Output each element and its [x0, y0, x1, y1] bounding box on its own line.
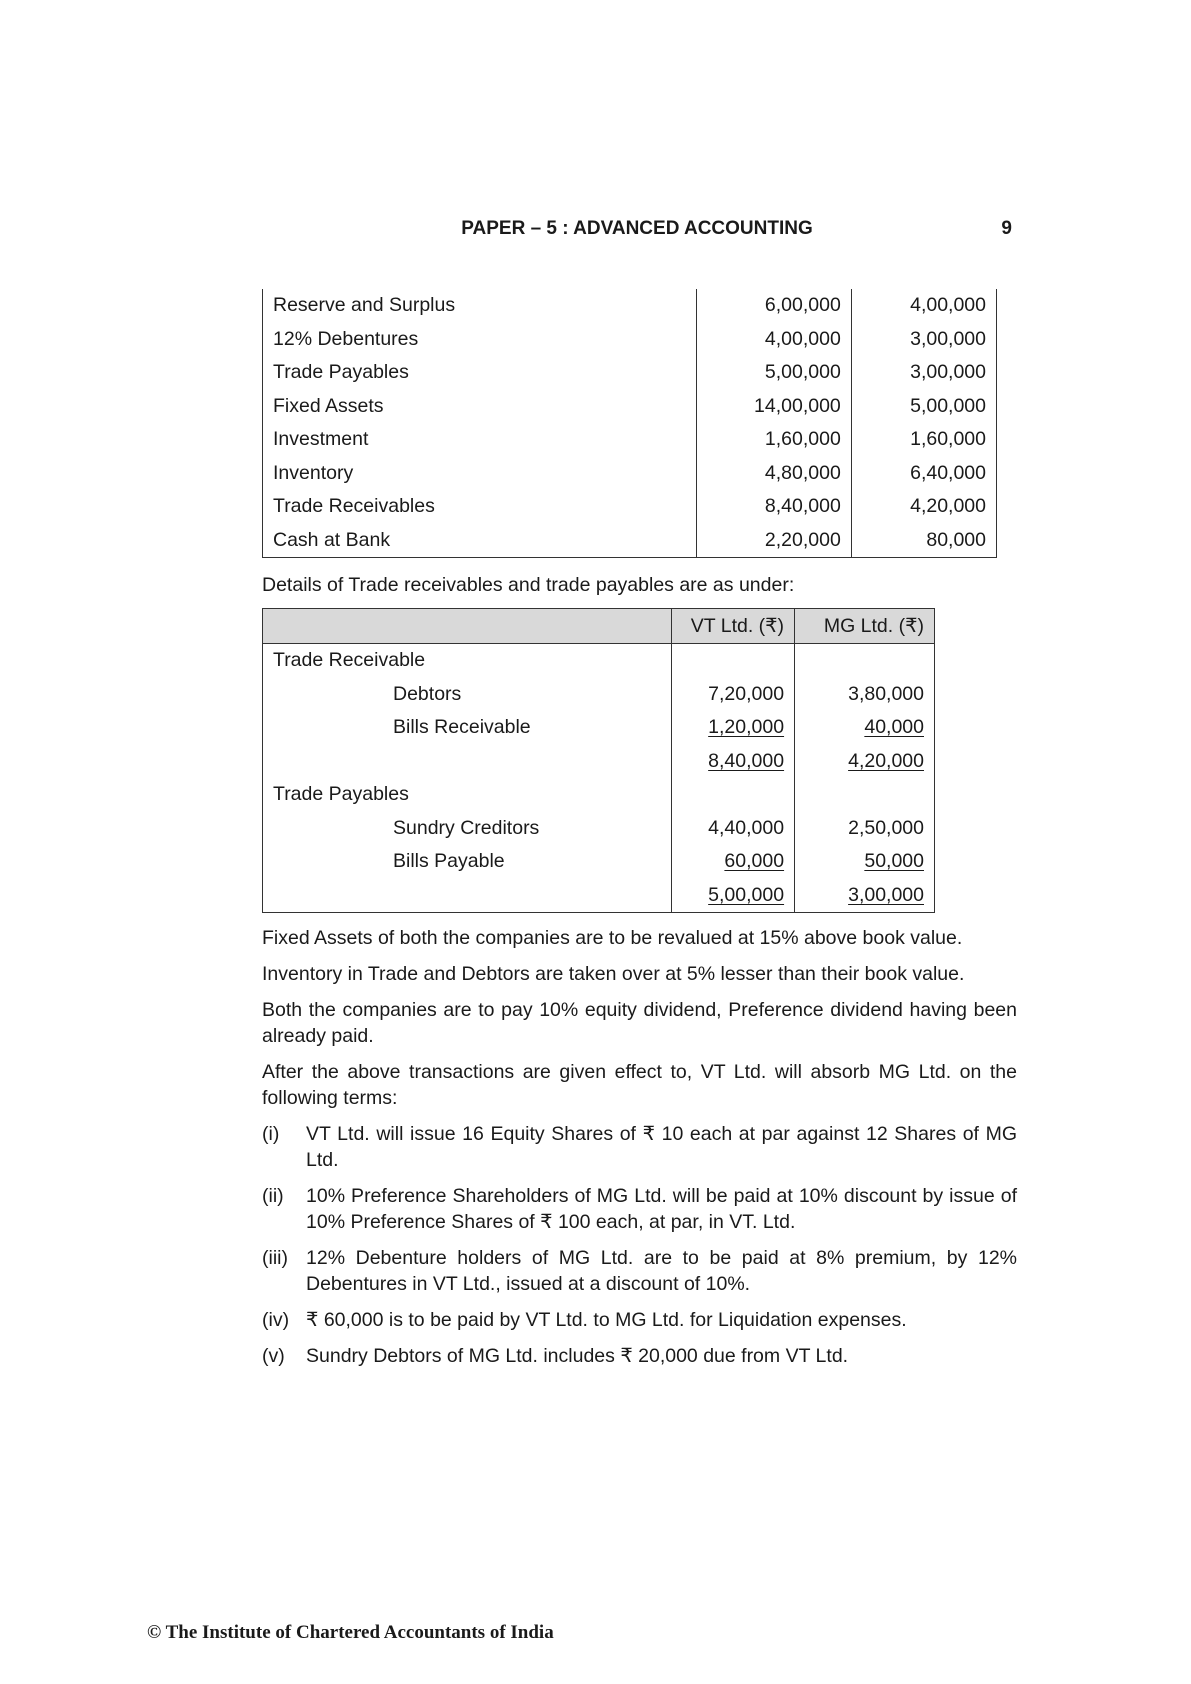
table-row: [263, 457, 997, 491]
table-row: [263, 356, 997, 390]
mg-value: 5,00,000: [851, 390, 996, 424]
paragraph-inventory: Inventory in Trade and Debtors are taken over at 5% lesser than their book value.: [262, 963, 965, 985]
paragraph-revaluation: Fixed Assets of both the companies are to be revalued at 15% above book value.: [262, 927, 963, 949]
bills-payable-vt: 60,000: [724, 850, 785, 873]
terms-list: [262, 1121, 1017, 1379]
table-row: [263, 745, 935, 779]
vt-value: 4,00,000: [696, 323, 851, 357]
table-row: [263, 289, 997, 323]
table-row: [263, 323, 997, 357]
term-number: (ii): [262, 1185, 284, 1207]
list-item: [262, 1183, 1017, 1235]
term-text: 12% Debenture holders of MG Ltd. are to be paid at 8% premium, by 12% Debentures in VT Ltd., issued at a discount of 10%.: [306, 1247, 1017, 1295]
vt-value: 2,20,000: [696, 524, 851, 558]
copyright-footer: © The Institute of Chartered Accountants of India: [147, 1622, 554, 1643]
table-row: [263, 711, 935, 745]
details-header-row: [263, 609, 935, 644]
creditors-mg: 2,50,000: [795, 812, 935, 846]
term-number: (iii): [262, 1247, 288, 1269]
payable-total-vt: 5,00,000: [708, 883, 785, 906]
mg-value: 6,40,000: [851, 457, 996, 491]
bills-payable-mg: 50,000: [864, 850, 924, 873]
col-vt-header: VT Ltd. (₹): [671, 609, 794, 644]
table-row: [263, 778, 935, 812]
col-mg-header: MG Ltd. (₹): [795, 609, 935, 644]
mg-value: 1,60,000: [851, 423, 996, 457]
paragraph-absorption: After the above transactions are given effect to, VT Ltd. will absorb MG Ltd. on the following terms:: [262, 1061, 1017, 1109]
row-label: Reserve and Surplus: [263, 289, 697, 323]
page-header: [262, 218, 1012, 248]
creditors-label: Sundry Creditors: [263, 812, 672, 846]
receivable-total-vt: 8,40,000: [708, 749, 785, 772]
mg-value: 4,20,000: [851, 490, 996, 524]
details-intro: Details of Trade receivables and trade payables are as under:: [262, 574, 795, 596]
list-item: [262, 1245, 1017, 1297]
list-item: [262, 1121, 1017, 1173]
table-row: [263, 678, 935, 712]
term-text: ₹ 60,000 is to be paid by VT Ltd. to MG Ltd. for Liquidation expenses.: [306, 1309, 907, 1331]
bills-receivable-label: Bills Receivable: [263, 711, 672, 745]
term-number: (i): [262, 1123, 280, 1145]
list-item: [262, 1343, 1017, 1369]
details-table: [262, 608, 935, 913]
table-row: [263, 490, 997, 524]
table-row: [263, 812, 935, 846]
vt-value: 4,80,000: [696, 457, 851, 491]
mg-value: 3,00,000: [851, 356, 996, 390]
mg-value: 80,000: [851, 524, 996, 558]
payable-total-mg: 3,00,000: [848, 883, 924, 906]
bills-receivable-vt: 1,20,000: [708, 716, 785, 739]
term-text: 10% Preference Shareholders of MG Ltd. will be paid at 10% discount by issue of 10% Preference Shares of ₹ 100 each, at par, in VT. Ltd.: [306, 1185, 1017, 1233]
vt-value: 14,00,000: [696, 390, 851, 424]
row-label: Inventory: [263, 457, 697, 491]
row-label: Cash at Bank: [263, 524, 697, 558]
table-row: [263, 524, 997, 558]
page-number: 9: [1001, 218, 1012, 239]
header-blank: [263, 609, 672, 644]
mg-value: 4,00,000: [851, 289, 996, 323]
row-label: Trade Payables: [263, 356, 697, 390]
term-number: (v): [262, 1345, 285, 1367]
table-row: [263, 879, 935, 913]
paragraph-dividend: Both the companies are to pay 10% equity dividend, Preference dividend having been already paid.: [262, 999, 1017, 1047]
vt-value: 5,00,000: [696, 356, 851, 390]
mg-value: 3,00,000: [851, 323, 996, 357]
receivable-total-mg: 4,20,000: [848, 749, 924, 772]
debtors-vt: 7,20,000: [671, 678, 794, 712]
table-row: [263, 423, 997, 457]
table-row: [263, 845, 935, 879]
row-label: Trade Receivables: [263, 490, 697, 524]
creditors-vt: 4,40,000: [671, 812, 794, 846]
vt-value: 6,00,000: [696, 289, 851, 323]
debtors-label: Debtors: [263, 678, 672, 712]
table-row: [263, 390, 997, 424]
row-label: 12% Debentures: [263, 323, 697, 357]
term-number: (iv): [262, 1309, 290, 1331]
receivable-heading: Trade Receivable: [263, 644, 672, 678]
payables-heading: Trade Payables: [263, 778, 672, 812]
balance-sheet-table: [262, 289, 997, 558]
term-text: Sundry Debtors of MG Ltd. includes ₹ 20,000 due from VT Ltd.: [306, 1345, 849, 1367]
list-item: [262, 1307, 1017, 1333]
vt-value: 8,40,000: [696, 490, 851, 524]
debtors-mg: 3,80,000: [795, 678, 935, 712]
page-title: PAPER – 5 : ADVANCED ACCOUNTING: [461, 218, 813, 239]
row-label: Investment: [263, 423, 697, 457]
table-row: [263, 644, 935, 678]
vt-value: 1,60,000: [696, 423, 851, 457]
bills-receivable-mg: 40,000: [864, 716, 924, 739]
bills-payable-label: Bills Payable: [263, 845, 672, 879]
term-text: VT Ltd. will issue 16 Equity Shares of ₹ 10 each at par against 12 Shares of MG Ltd.: [306, 1123, 1017, 1171]
row-label: Fixed Assets: [263, 390, 697, 424]
